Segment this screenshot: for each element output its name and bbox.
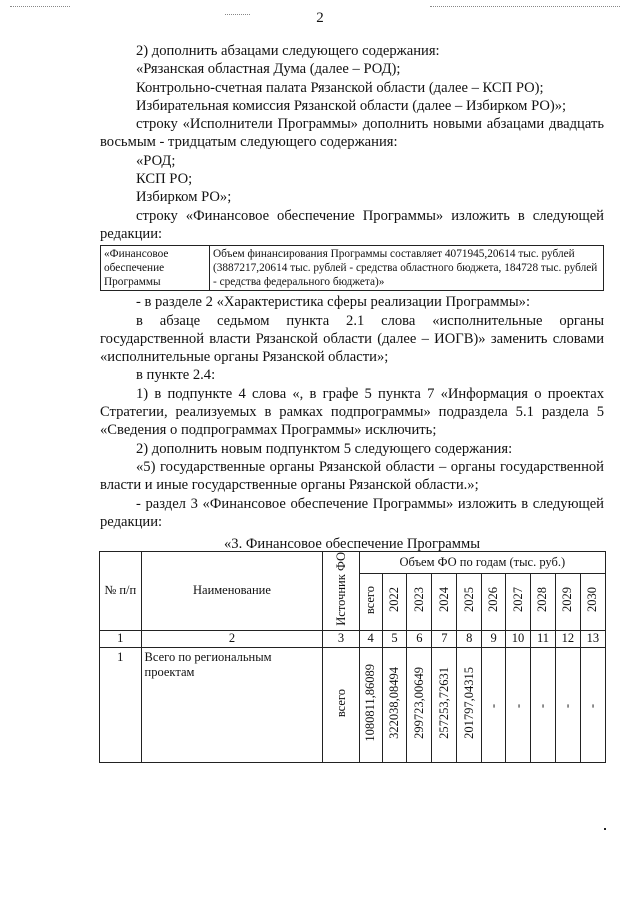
- value-cell: -: [580, 647, 605, 762]
- index-cell: 12: [555, 630, 580, 647]
- finance-box-label: «Финансовое обеспечение Программы: [101, 246, 210, 291]
- finance-box-text: Объем финансирования Программы составляет 4071945,20614 тыс. рублей (3887217,20614 тыс. рублей - средства областного бюджета, 184728 тыс. рублей - средства федерального бюджета)»: [210, 246, 604, 291]
- row-name: Всего по региональным проектам: [141, 647, 323, 762]
- page-number: 2: [316, 10, 324, 26]
- value-cell: 201797,04315: [457, 647, 482, 762]
- header-source: [323, 552, 359, 631]
- index-cell: 5: [382, 630, 407, 647]
- value-cell: -: [506, 647, 531, 762]
- index-cell: 9: [482, 630, 506, 647]
- value-cell: -: [482, 647, 506, 762]
- value-cell: 322038,08494: [382, 647, 407, 762]
- header-num: № п/п: [100, 552, 142, 631]
- header-total: всего: [359, 573, 382, 630]
- paragraph: Избирком РО»;: [136, 189, 232, 206]
- index-cell: 2: [141, 630, 323, 647]
- index-cell: 8: [457, 630, 482, 647]
- paragraph: 2) дополнить новым подпунктом 5 следующего содержания:: [136, 440, 513, 457]
- section-title: «3. Финансовое обеспечение Программы: [224, 536, 480, 553]
- index-cell: 10: [506, 630, 531, 647]
- paragraph: строку «Финансовое обеспечение Программы» изложить в следующей редакции:: [100, 207, 604, 242]
- row-num: 1: [100, 647, 142, 762]
- header-name: Наименование: [141, 552, 323, 631]
- header-year: 2024: [432, 573, 457, 630]
- paragraph: КСП РО;: [136, 171, 193, 188]
- paragraph: «РОД;: [136, 152, 176, 169]
- value-cell: 257253,72631: [432, 647, 457, 762]
- scan-dot: [604, 828, 606, 830]
- value-cell: 299723,00649: [407, 647, 432, 762]
- header-year: 2022: [382, 573, 407, 630]
- index-cell: 7: [432, 630, 457, 647]
- header-year: 2026: [482, 573, 506, 630]
- paragraph: в абзаце седьмом пункта 2.1 слова «исполнительные органы государственной власти Рязанской области (далее – ИОГВ)» заменить словами «исполнительные органы Рязанской области»;: [100, 312, 604, 366]
- header-year: 2025: [457, 573, 482, 630]
- paragraph: 2) дополнить абзацами следующего содержания:: [136, 43, 440, 59]
- paragraph: 1) в подпункте 4 слова «, в графе 5 пункта 7 «Информация о проектах Стратегии, реализуемых в рамках подпрограммы» подраздела 5.1 раздела 5 «Сведения о подпрограммах Программы» исключить;: [100, 385, 604, 439]
- paragraph: - раздел 3 «Финансовое обеспечение Программы» изложить в следующей редакции:: [100, 495, 604, 530]
- document-body: [100, 42, 604, 553]
- paragraph: Контрольно-счетная палата Рязанской области (далее – КСП РО);: [136, 79, 544, 96]
- index-cell: 11: [531, 630, 556, 647]
- table-row: [100, 647, 606, 762]
- financing-table: [99, 551, 606, 763]
- paragraph: в пункте 2.4:: [136, 367, 216, 384]
- paragraph: «5) государственные органы Рязанской области – органы государственной власти и иные государственные органы Рязанской области.»;: [100, 458, 604, 494]
- index-cell: 13: [580, 630, 605, 647]
- paragraph: Избирательная комиссия Рязанской области (далее – Избирком РО)»;: [136, 97, 567, 114]
- value-cell: -: [531, 647, 556, 762]
- paragraph: строку «Исполнители Программы» дополнить новыми абзацами двадцать восьмым - тридцатым следующего содержания:: [100, 116, 604, 151]
- row-source: всего: [323, 647, 359, 762]
- value-cell: 1080811,86089: [359, 647, 382, 762]
- index-cell: 3: [323, 630, 359, 647]
- header-year: 2027: [506, 573, 531, 630]
- header-year: 2029: [555, 573, 580, 630]
- index-cell: 6: [407, 630, 432, 647]
- value-cell: -: [555, 647, 580, 762]
- paragraph: - в разделе 2 «Характеристика сферы реализации Программы»:: [136, 294, 531, 311]
- index-cell: 1: [100, 630, 142, 647]
- index-cell: 4: [359, 630, 382, 647]
- header-source-label: Источник ФО: [333, 552, 348, 626]
- header-year: 2023: [407, 573, 432, 630]
- header-year: 2028: [531, 573, 556, 630]
- header-group: Объем ФО по годам (тыс. руб.): [359, 552, 605, 574]
- header-year: 2030: [580, 573, 605, 630]
- paragraph: «Рязанская областная Дума (далее – РОД);: [136, 61, 401, 78]
- finance-box: [100, 245, 604, 291]
